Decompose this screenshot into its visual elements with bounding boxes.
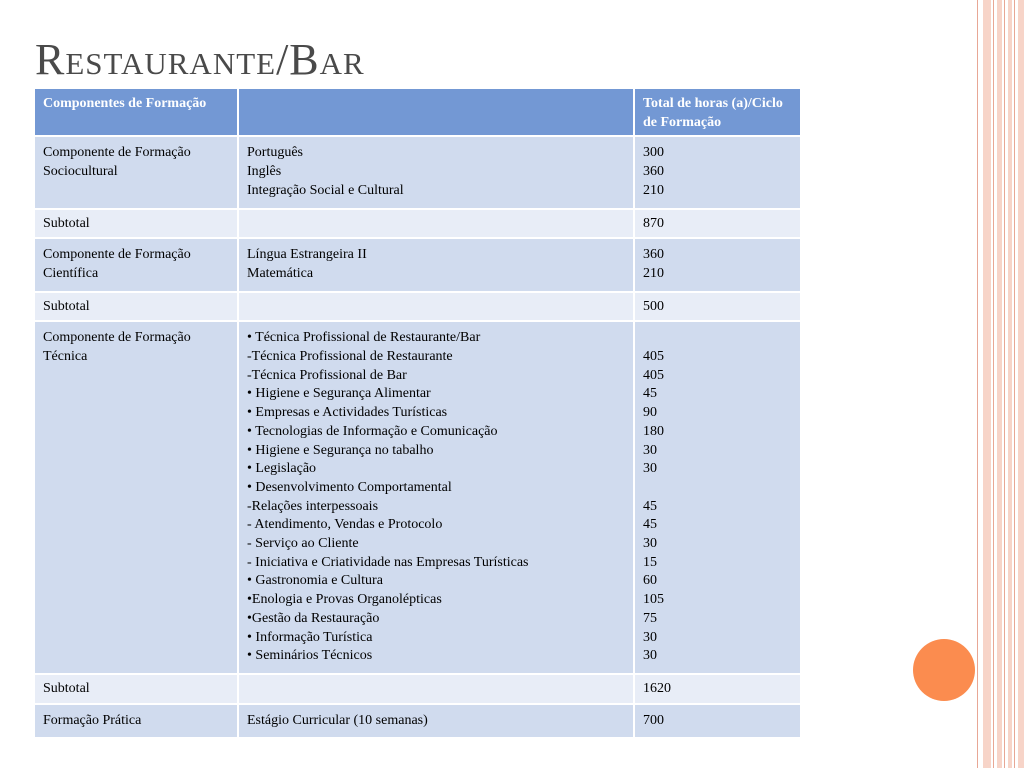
border-line bbox=[1004, 0, 1005, 768]
border-line bbox=[993, 0, 994, 768]
subject-item: • Higiene e Segurança Alimentar bbox=[247, 386, 431, 402]
table-row bbox=[34, 136, 801, 208]
subject-item: • Tecnologias de Informação e Comunicação bbox=[247, 423, 498, 439]
subject-item: Português bbox=[247, 145, 303, 161]
hours-cell bbox=[634, 704, 801, 739]
stripe-decoration bbox=[1008, 0, 1012, 768]
border-line bbox=[977, 0, 978, 768]
hours-value: 45 bbox=[643, 386, 657, 402]
subject-item: -Relações interpessoais bbox=[247, 498, 379, 514]
table-row bbox=[34, 704, 801, 739]
subject-item: Estágio Curricular (10 semanas) bbox=[247, 712, 428, 728]
hours-value: 700 bbox=[643, 712, 664, 728]
hours-value: 1620 bbox=[643, 680, 671, 696]
hours-value: 30 bbox=[643, 461, 657, 477]
table-row bbox=[34, 321, 801, 674]
hours-value bbox=[643, 479, 791, 498]
subjects-cell bbox=[238, 209, 634, 239]
hours-value: 30 bbox=[643, 442, 657, 458]
subject-item: Inglês bbox=[247, 164, 282, 180]
accent-circle bbox=[913, 639, 975, 701]
hours-value: 60 bbox=[643, 573, 657, 589]
subjects-cell bbox=[238, 292, 634, 322]
hours-value: 210 bbox=[643, 265, 664, 281]
subject-item: Integração Social e Cultural bbox=[247, 182, 404, 198]
training-hours-table bbox=[33, 87, 802, 739]
hours-value: 180 bbox=[643, 423, 664, 439]
hours-value: 210 bbox=[643, 182, 664, 198]
hours-value: 90 bbox=[643, 405, 657, 421]
subject-item: • Seminários Técnicos bbox=[247, 648, 373, 664]
hours-cell bbox=[634, 209, 801, 239]
subject-item: • Higiene e Segurança no tabalho bbox=[247, 442, 434, 458]
header-component: Componentes de Formação bbox=[34, 88, 238, 136]
subject-item: • Informação Turística bbox=[247, 629, 373, 645]
table-row bbox=[34, 238, 801, 291]
component-cell: Componente de Formação Técnica bbox=[34, 321, 238, 674]
table-row bbox=[34, 292, 801, 322]
hours-cell bbox=[634, 136, 801, 208]
subject-item: Língua Estrangeira II bbox=[247, 247, 367, 263]
hours-value: 15 bbox=[643, 554, 657, 570]
subject-item: •Enologia e Provas Organolépticas bbox=[247, 592, 442, 608]
subject-item: • Desenvolvimento Comportamental bbox=[247, 479, 452, 495]
hours-cell bbox=[634, 674, 801, 704]
hours-cell bbox=[634, 238, 801, 291]
subjects-cell bbox=[238, 704, 634, 739]
slide-title: Restaurante/Bar bbox=[35, 35, 365, 84]
component-cell: Componente de Formação Científica bbox=[34, 238, 238, 291]
hours-value: 300 bbox=[643, 145, 664, 161]
subject-item: -Técnica Profissional de Restaurante bbox=[247, 349, 453, 365]
subject-item: • Gastronomia e Cultura bbox=[247, 573, 383, 589]
table-header-row bbox=[34, 88, 801, 136]
hours-cell bbox=[634, 321, 801, 674]
hours-value: 105 bbox=[643, 592, 664, 608]
hours-value: 405 bbox=[643, 367, 664, 383]
subject-item: • Legislação bbox=[247, 461, 317, 477]
header-total-hours: Total de horas (a)/Ciclo de Formação bbox=[634, 88, 801, 136]
border-line bbox=[1014, 0, 1015, 768]
subject-item: - Atendimento, Vendas e Protocolo bbox=[247, 517, 443, 533]
hours-value: 30 bbox=[643, 648, 657, 664]
stripe-decoration bbox=[1018, 0, 1024, 768]
hours-value: 360 bbox=[643, 164, 664, 180]
subjects-cell bbox=[238, 674, 634, 704]
subjects-cell bbox=[238, 238, 634, 291]
hours-value: 500 bbox=[643, 298, 664, 314]
subject-item: • Técnica Profissional de Restaurante/Bar bbox=[247, 330, 481, 346]
table-body bbox=[34, 136, 801, 738]
hours-value: 360 bbox=[643, 247, 664, 263]
hours-value: 75 bbox=[643, 610, 657, 626]
stripe-decoration bbox=[983, 0, 991, 768]
table-row bbox=[34, 674, 801, 704]
component-cell: Subtotal bbox=[34, 674, 238, 704]
hours-value: 45 bbox=[643, 517, 657, 533]
subject-item: • Empresas e Actividades Turísticas bbox=[247, 405, 448, 421]
subject-item: •Gestão da Restauração bbox=[247, 610, 380, 626]
hours-value: 45 bbox=[643, 498, 657, 514]
component-cell: Subtotal bbox=[34, 292, 238, 322]
hours-value: 405 bbox=[643, 349, 664, 365]
subject-item: - Iniciativa e Criatividade nas Empresas Turísticas bbox=[247, 554, 529, 570]
hours-value: 30 bbox=[643, 536, 657, 552]
component-cell: Componente de Formação Sociocultural bbox=[34, 136, 238, 208]
table-row bbox=[34, 209, 801, 239]
component-cell: Subtotal bbox=[34, 209, 238, 239]
hours-cell bbox=[634, 292, 801, 322]
stripe-decoration bbox=[997, 0, 1002, 768]
hours-value: 30 bbox=[643, 629, 657, 645]
subject-item: Matemática bbox=[247, 265, 314, 281]
header-subjects bbox=[238, 88, 634, 136]
subject-item: - Serviço ao Cliente bbox=[247, 536, 359, 552]
hours-value: 870 bbox=[643, 215, 664, 231]
subjects-cell bbox=[238, 136, 634, 208]
subject-item: -Técnica Profissional de Bar bbox=[247, 367, 407, 383]
hours-value bbox=[643, 329, 791, 348]
component-cell: Formação Prática bbox=[34, 704, 238, 739]
subjects-cell bbox=[238, 321, 634, 674]
